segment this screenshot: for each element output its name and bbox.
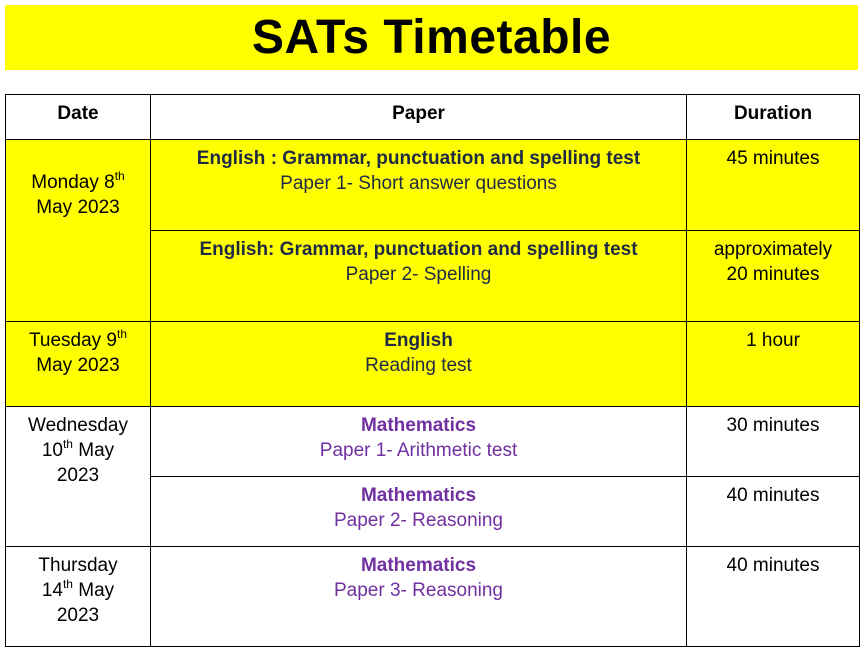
paper-subject: English : Grammar, punctuation and spelling test: [196, 148, 641, 169]
date-month: May: [72, 580, 115, 601]
date-rest: May 2023: [36, 197, 120, 218]
date-suffix: th: [62, 576, 73, 591]
paper-detail: Paper 2- Reasoning: [334, 510, 503, 531]
duration-cell: [687, 322, 860, 407]
date-rest: 2023: [56, 605, 100, 626]
paper-subject: English: Grammar, punctuation and spelling test: [199, 239, 638, 260]
duration-cell: [687, 140, 860, 231]
duration-cell: [687, 477, 860, 547]
duration-text: 40 minutes: [726, 485, 820, 506]
date-day: Tuesday 9: [28, 330, 117, 351]
duration-cell: [687, 407, 860, 477]
date-suffix: th: [117, 326, 128, 341]
paper-cell: [151, 140, 687, 231]
date-cell: [6, 407, 151, 547]
paper-detail: Paper 1- Arithmetic test: [319, 440, 518, 461]
duration-text-line2: 20 minutes: [726, 264, 820, 285]
paper-cell: [151, 231, 687, 322]
paper-cell: [151, 547, 687, 647]
duration-cell: [687, 547, 860, 647]
duration-text: 1 hour: [746, 330, 800, 351]
date-rest: 2023: [56, 465, 100, 486]
paper-cell: [151, 477, 687, 547]
header-row: [6, 95, 860, 140]
date-number: 10: [41, 440, 63, 461]
date-day: Monday 8: [31, 172, 115, 193]
date-suffix: th: [62, 436, 73, 451]
duration-text: 40 minutes: [726, 555, 820, 576]
header-date: Date: [6, 95, 151, 140]
table-row: [6, 547, 860, 647]
date-rest: May 2023: [36, 355, 120, 376]
paper-detail: Paper 1- Short answer questions: [280, 173, 557, 194]
title-banner: [5, 5, 858, 70]
date-month: May: [72, 440, 115, 461]
date-cell: [6, 322, 151, 407]
date-cell: [6, 547, 151, 647]
header-duration: Duration: [687, 95, 860, 140]
paper-subject: Mathematics: [360, 485, 477, 506]
paper-subject: Mathematics: [360, 415, 477, 436]
table-row: [6, 140, 860, 231]
header-paper: Paper: [151, 95, 687, 140]
table-row: [6, 407, 860, 477]
paper-cell: [151, 407, 687, 477]
duration-text: 30 minutes: [726, 415, 820, 436]
paper-subject: Mathematics: [360, 555, 477, 576]
paper-subject: English: [384, 330, 453, 351]
page-title: SATs Timetable: [251, 11, 612, 64]
duration-text: approximately: [713, 239, 833, 260]
paper-detail: Reading test: [365, 355, 472, 376]
timetable: [5, 94, 860, 647]
date-number: 14: [41, 580, 63, 601]
date-day: Wednesday: [28, 415, 128, 436]
duration-cell: [687, 231, 860, 322]
paper-cell: [151, 322, 687, 407]
paper-detail: Paper 2- Spelling: [345, 264, 492, 285]
paper-detail: Paper 3- Reasoning: [334, 580, 503, 601]
date-suffix: th: [114, 168, 125, 183]
duration-text: 45 minutes: [726, 148, 820, 169]
date-cell: [6, 140, 151, 322]
table-row: [6, 322, 860, 407]
date-day: Thursday: [38, 555, 118, 576]
